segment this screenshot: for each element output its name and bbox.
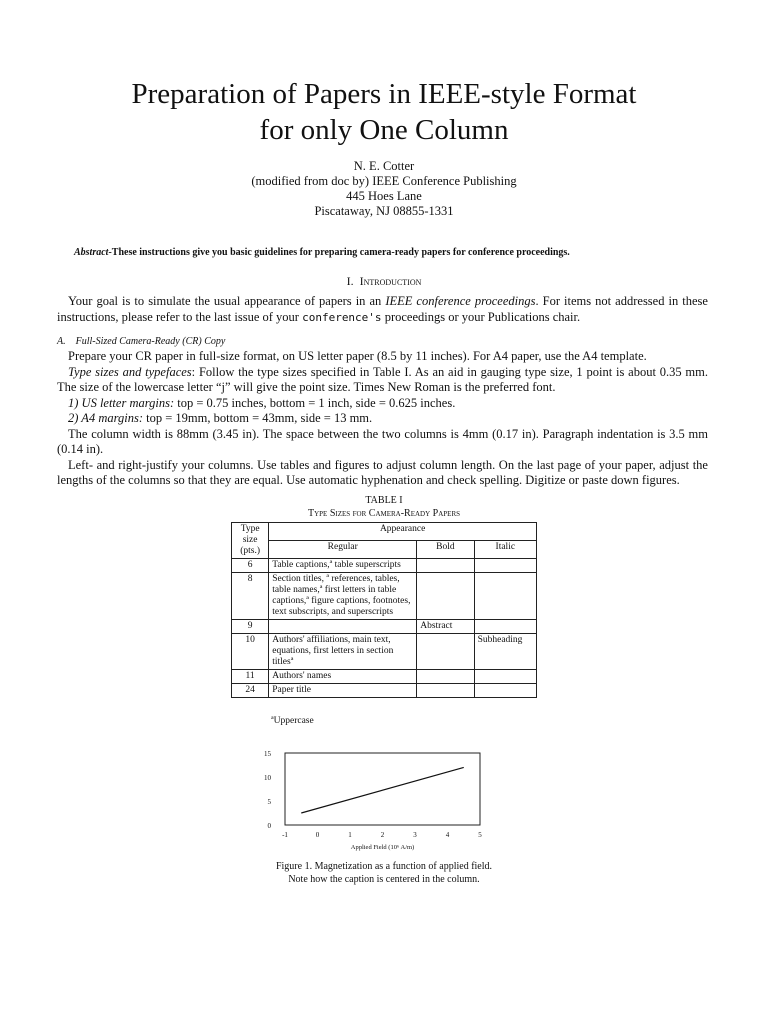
abstract [74, 246, 724, 260]
cell-regular: Authors' names [269, 670, 417, 684]
table-caption [0, 494, 768, 520]
cell-bold [417, 670, 474, 684]
subsection-heading-a: A. Full-Sized Camera-Ready (CR) Copy [57, 336, 226, 347]
section-heading-introduction [0, 274, 768, 289]
cell-regular: Authors' affiliations, main text, equations, first letters in section titlesª [269, 634, 417, 670]
cell-bold [417, 634, 474, 670]
intro-paragraph [57, 294, 708, 325]
a4-margins-lead: 2) A4 margins: [68, 411, 143, 425]
series-line [301, 767, 464, 813]
author-affiliation: (modified from doc by) IEEE Conference Publishing [251, 174, 517, 188]
x-axis-label: Applied Field (10⁶ A/m) [350, 844, 415, 851]
cell-italic [474, 684, 536, 698]
para-cr-copy: Prepare your CR paper in full-size format, on US letter paper (8.5 by 11 inches). For A4 paper, use the A4 template. [68, 349, 647, 363]
intro-mono: conference's [302, 310, 382, 324]
x-tick-label: 5 [478, 831, 482, 839]
magnetization-chart [255, 745, 495, 853]
type-sizes-table [231, 522, 537, 698]
author-block [0, 159, 768, 219]
us-margins-text: top = 0.75 inches, bottom = 1 inch, side = 0.625 inches. [174, 395, 456, 410]
section-title: Introduction [359, 274, 422, 288]
table-row [232, 670, 537, 684]
table-header-row [232, 523, 537, 541]
cell-italic [474, 559, 536, 573]
body-text [57, 349, 708, 489]
para-us-margins [57, 396, 708, 412]
cell-size: 24 [232, 684, 269, 698]
intro-text-3: proceedings or your Publications chair. [381, 309, 581, 324]
section-number: I. [346, 274, 354, 288]
cell-size: 10 [232, 634, 269, 670]
figure-caption-line-1: Figure 1. Magnetization as a function of applied field. [275, 861, 493, 872]
table-row [232, 559, 537, 573]
us-margins-lead: 1) US letter margins: [68, 395, 175, 410]
cell-regular: Paper title [269, 684, 417, 698]
cell-bold [417, 559, 474, 573]
cell-bold: Abstract [417, 620, 474, 634]
header-italic: Italic [474, 541, 536, 559]
table-row [232, 684, 537, 698]
cell-bold [417, 573, 474, 620]
paper-title [0, 76, 768, 148]
cell-italic: Subheading [474, 634, 536, 670]
cell-size: 8 [232, 573, 269, 620]
intro-italic: IEEE conference proceedings [385, 294, 536, 308]
y-tick-label: 10 [264, 774, 271, 782]
abstract-lead: Abstract- [74, 247, 112, 258]
para-type-sizes [57, 365, 708, 396]
cell-regular: Table captions,ª table superscripts [269, 559, 417, 573]
title-line-1: Preparation of Papers in IEEE-style Format [131, 78, 637, 110]
a4-margins-text: top = 19mm, bottom = 43mm, side = 13 mm. [143, 411, 373, 425]
x-tick-label: 0 [315, 831, 320, 839]
x-tick-label: 2 [380, 831, 385, 839]
table-row [232, 620, 537, 634]
title-line-2: for only One Column [259, 114, 509, 146]
cell-italic [474, 670, 536, 684]
table-label: TABLE I [365, 495, 403, 506]
cell-bold [417, 684, 474, 698]
author-address-2: Piscataway, NJ 08855-1331 [314, 204, 454, 218]
table-row [232, 573, 537, 620]
intro-text-2: . For items not addressed in these instructions, please refer to the last issue of your [57, 294, 708, 324]
table-footnote: ªUppercase [271, 716, 314, 726]
cell-size: 9 [232, 620, 269, 634]
intro-text-1: Your goal is to simulate the usual appearance of papers in an [68, 294, 386, 308]
figure-caption-line-2: Note how the caption is centered in the column. [288, 874, 480, 885]
x-tick-label: -1 [282, 831, 288, 839]
plot-frame [285, 753, 480, 825]
type-sizes-lead: Type sizes and typefaces [68, 364, 192, 379]
table-row [232, 634, 537, 670]
cell-size: 6 [232, 559, 269, 573]
y-tick-label: 0 [267, 822, 271, 830]
author-name: N. E. Cotter [353, 159, 415, 173]
author-address-1: 445 Hoes Lane [346, 189, 422, 203]
header-type-size: Type size (pts.) [232, 523, 269, 559]
table-subheader-row [232, 541, 537, 559]
cell-italic [474, 573, 536, 620]
y-tick-label: 5 [267, 798, 271, 806]
cell-regular [269, 620, 417, 634]
x-tick-label: 1 [348, 831, 352, 839]
y-tick-label: 15 [264, 750, 271, 758]
cell-regular: Section titles, ª references, tables, table names,ª first letters in table captions,ª figure captions, footnotes, text subscripts, and superscripts [269, 573, 417, 620]
x-tick-label: 4 [445, 831, 450, 839]
table-caption-text: Type Sizes for Camera-Ready Papers [307, 508, 461, 519]
para-column-width: The column width is 88mm (3.45 in). The space between the two columns is 4mm (0.17 in). Paragraph indentation is 3.5 mm (0.14 in). [57, 426, 708, 456]
cell-italic [474, 620, 536, 634]
header-bold: Bold [417, 541, 474, 559]
x-tick-label: 3 [413, 831, 417, 839]
para-a4-margins [57, 411, 708, 427]
abstract-text: These instructions give you basic guidelines for preparing camera-ready papers for conference proceedings. [111, 247, 570, 258]
type-sizes-text: : Follow the type sizes specified in Table I. As an aid in gauging type size, 1 point is about 0.35 mm. The size of the lowercase letter “j” will give the point size. Times New Roman is the preferred font. [57, 364, 708, 394]
header-regular: Regular [269, 541, 417, 559]
para-justify: Left- and right-justify your columns. Use tables and figures to adjust column length. On the last page of your paper, adjust the lengths of the columns so that they are equal. Use automatic hyphenation and check spelling. Digitize or paste down figures. [57, 457, 708, 487]
cell-size: 11 [232, 670, 269, 684]
figure-caption [0, 860, 768, 886]
header-appearance: Appearance [269, 523, 537, 541]
